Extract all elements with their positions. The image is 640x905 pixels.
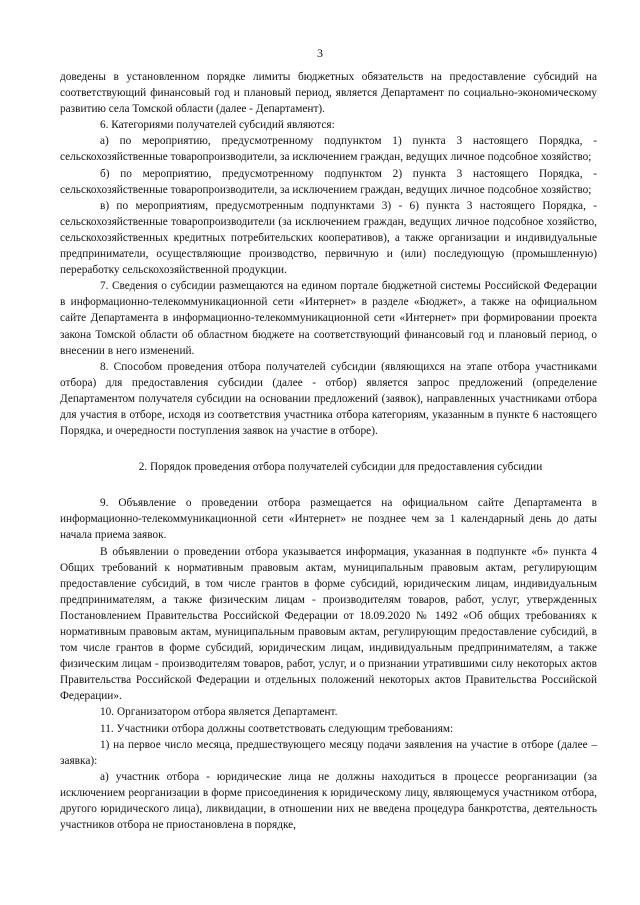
page-number: 3 <box>317 46 323 60</box>
paragraph: 8. Способом проведения отбора получателей субсидии (являющихся на этапе отбора участниками отбора) для предоставления субсидии (далее - отбор) является запрос предложений (определение Департаментом получателя субсидии на основании предложений (заявок), направленных участниками отбора для участия в отборе, исходя из соответствия участника отбора категориям, указанным в пункте 6 настоящего Порядка, и очередности поступления заявок на участие в отборе). <box>60 360 597 438</box>
section-heading: 2. Порядок проведения отбора получателей субсидии для предоставления субсидии <box>138 461 543 474</box>
paragraph: 9. Объявление о проведении отбора размещается на официальном сайте Департамента в информационно-телекоммуникационной сети «Интернет» не позднее чем за 1 календарный день до даты начала приема заявок. <box>60 497 597 542</box>
paragraph: 10. Организатором отбора является Департамент. <box>100 706 338 719</box>
paragraph: 6. Категориями получателей субсидий являются: <box>100 119 335 132</box>
paragraph: а) участник отбора - юридические лица не должны находиться в процессе реорганизации (за исключением реорганизации в форме присоединения к юридическому лицу, являющемуся участником отбора, другого юридического лица), ликвидации, в отношении них не введена процедура банкротства, деятельность участников отбора не приостановлена в порядке, <box>60 770 597 832</box>
paragraph: В объявлении о проведении отбора указывается информация, указанная в подпункте «б» пункта 4 Общих требований к нормативным правовым актам, муниципальным правовым актам, регулирующим предоставление субсидий, в том числе грантов в форме субсидий, юридическим лицам, индивидуальным предпринимателям, а также физическим лицам - производителям товаров, работ, услуг, утвержденных Постановлением Правительства Российской Федерации от 18.09.2020 № 1492 «Об общих требованиях к нормативным правовым актам, муниципальным правовым актам, регулирующим предоставление субсидий, в том числе грантов в форме субсидий, юридическим лицам, индивидуальным предпринимателям, а также физическим лицам - производителям товаров, работ, услуг, и о признании утратившими силу некоторых актов Правительства Российской Федерации и отдельных положений некоторых актов Правительства Российской Федерации». <box>60 545 597 703</box>
paragraph: 7. Сведения о субсидии размещаются на едином портале бюджетной системы Российской Федерации в информационно-телекоммуникационной сети «Интернет» в разделе «Бюджет», а также на официальном сайте Департамента в информационно-телекоммуникационной сети «Интернет» при формировании проекта закона Томской области об областном бюджете на соответствующий финансовый год и плановый период, о внесении в него изменений. <box>60 280 597 357</box>
paragraph: доведены в установленном порядке лимиты бюджетных обязательств на предоставление субсидий на соответствующий финансовый год и плановый период, является Департамент по социально-экономическому развитию села Томской области (далее - Департамент). <box>60 71 597 116</box>
paragraph: в) по мероприятиям, предусмотренным подпунктами 3) - 6) пункта 3 настоящего Порядка, - сельскохозяйственные товаропроизводители (за исключением граждан, ведущих личное подсобное хозяйство, сельскохозяйственных кредитных потребительских кооперативов), а также организации и индивидуальные предприниматели, осуществляющие производство, первичную и (или) последующую (промышленную) переработку сельскохозяйственной продукции. <box>60 199 597 277</box>
document-body <box>60 69 597 833</box>
paragraph: 11. Участники отбора должны соответствовать следующим требованиям: <box>100 722 454 735</box>
paragraph: 1) на первое число месяца, предшествующего месяцу подачи заявления на участие в отборе (далее – заявка): <box>60 738 597 767</box>
paragraph: а) по мероприятию, предусмотренному подпунктом 1) пункта 3 настоящего Порядка, - сельскохозяйственные товаропроизводители, за исключением граждан, ведущих личное подсобное хозяйство; <box>60 135 597 164</box>
paragraph: б) по мероприятию, предусмотренному подпунктом 2) пункта 3 настоящего Порядка, - сельскохозяйственные товаропроизводители, за исключением граждан, ведущих личное подсобное хозяйство; <box>60 167 597 196</box>
